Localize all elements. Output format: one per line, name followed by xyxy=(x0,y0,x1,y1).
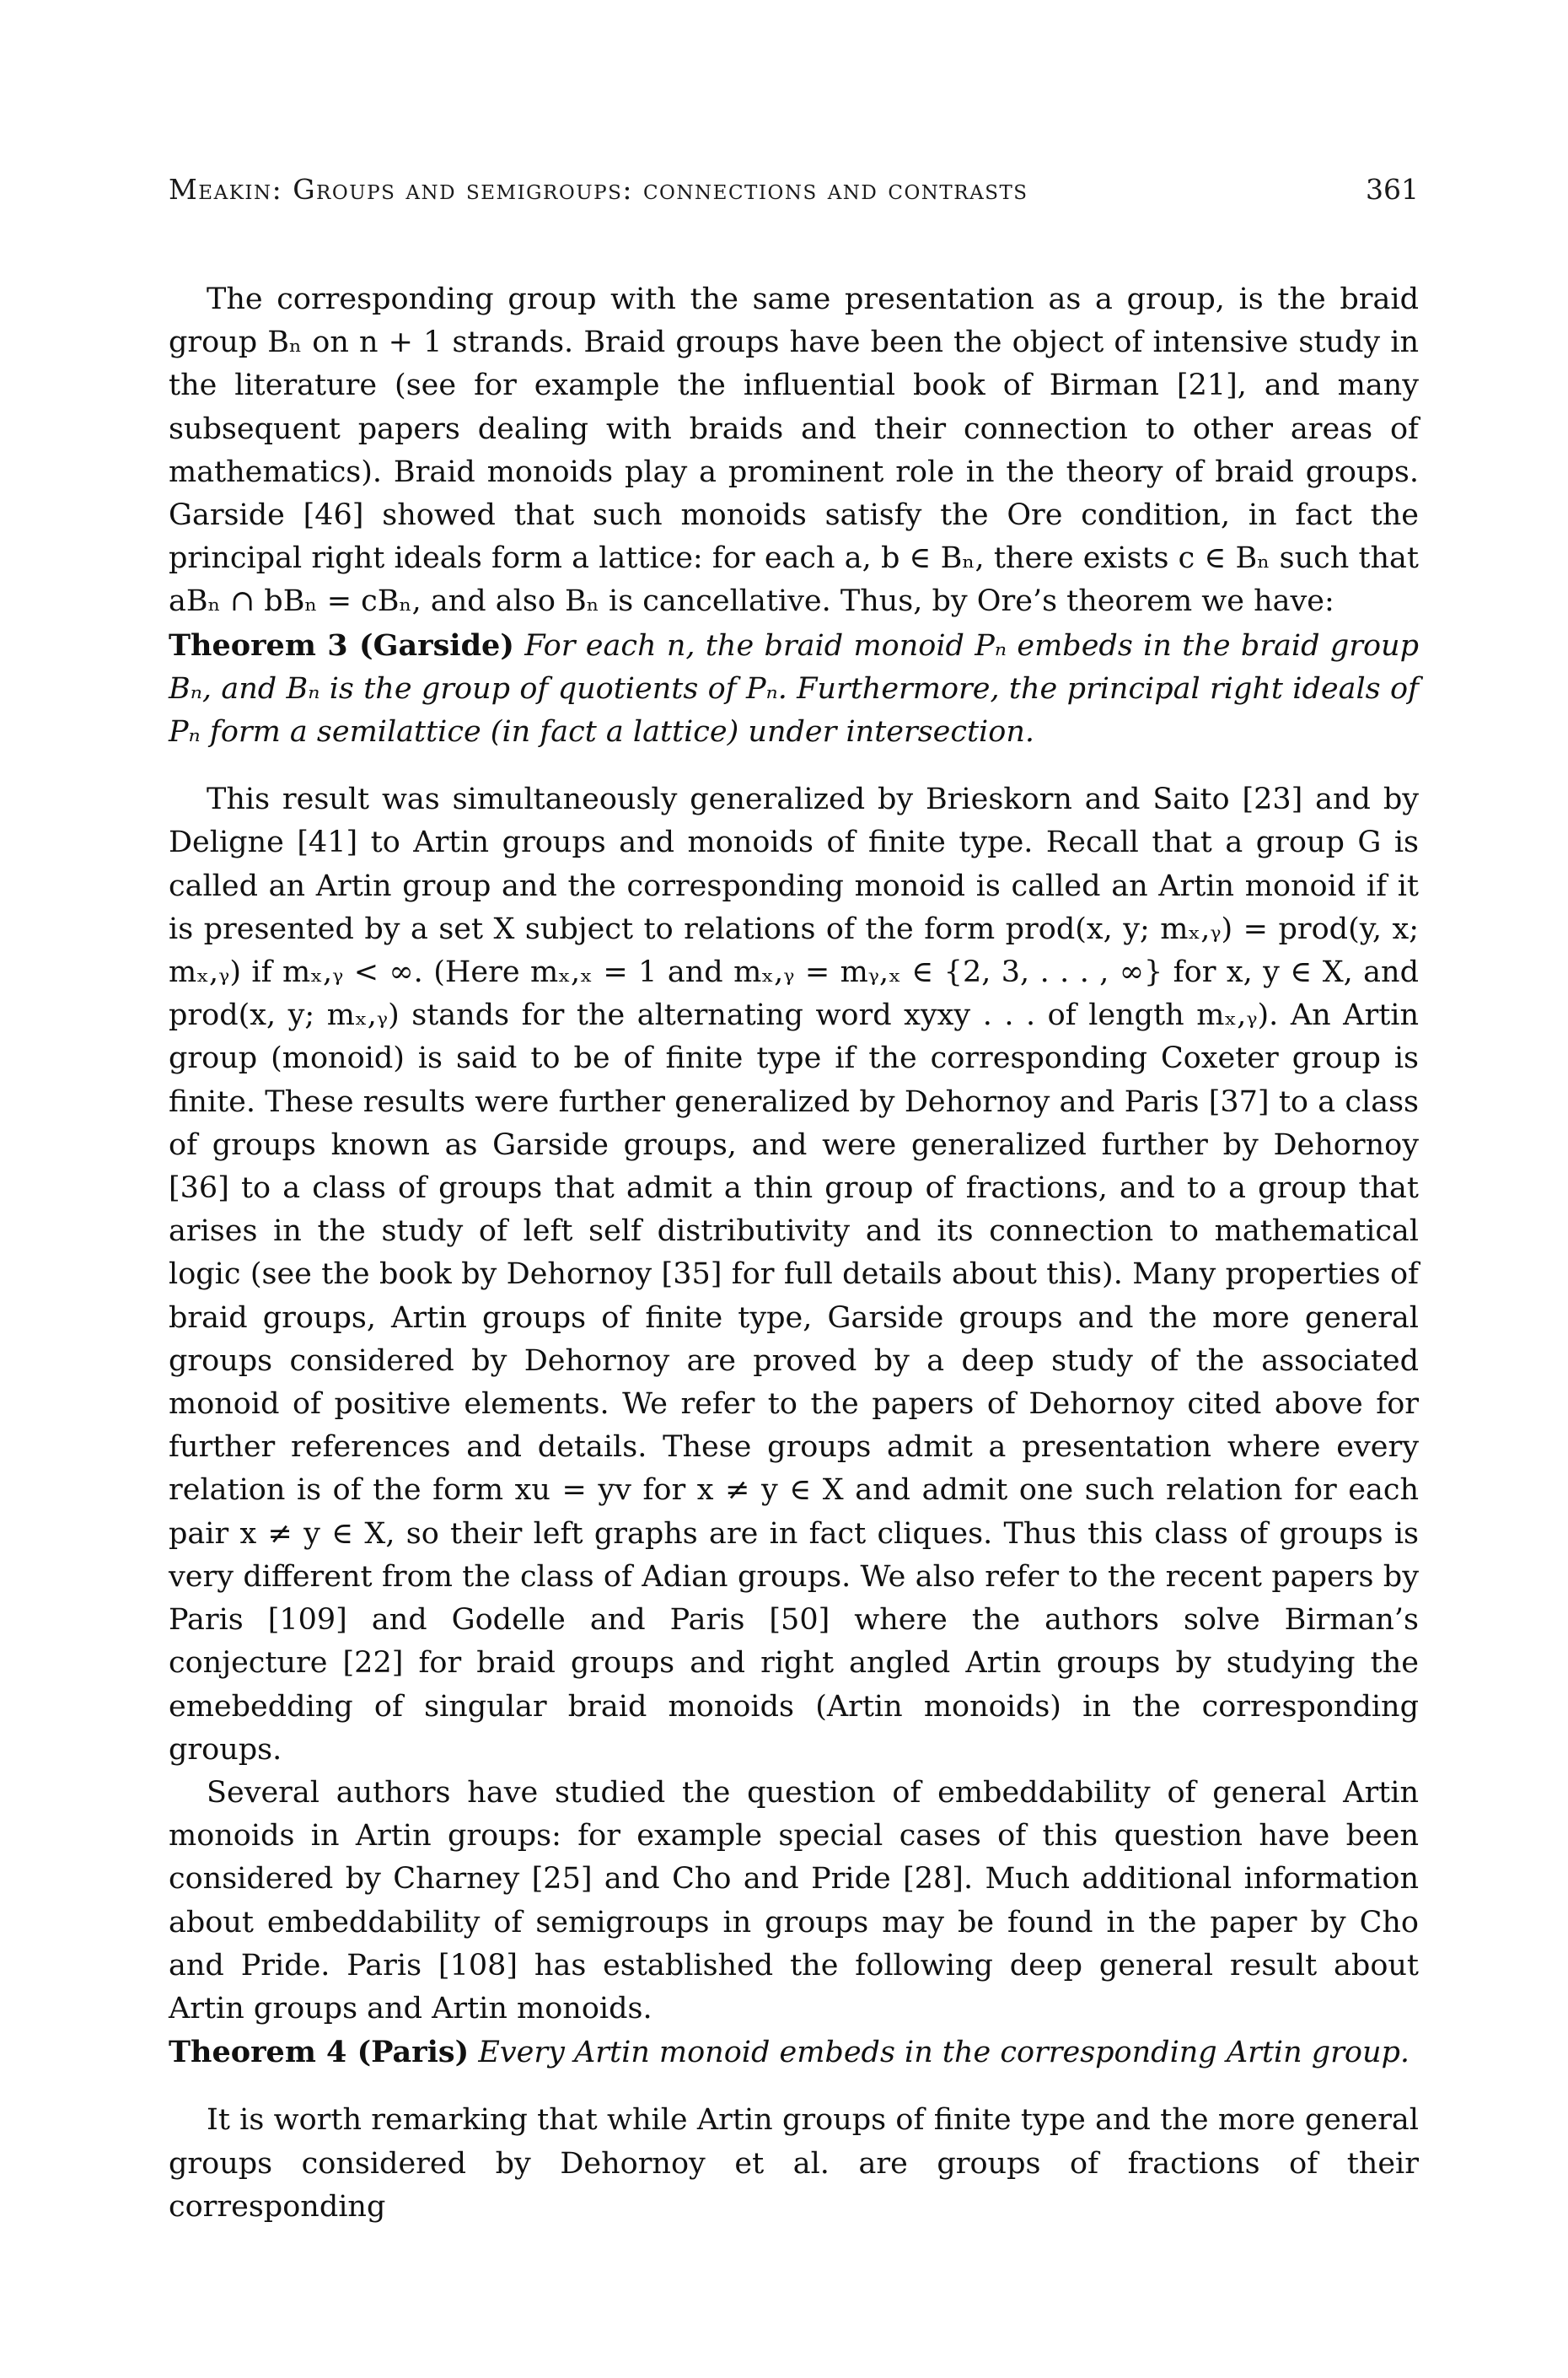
theorem-4-statement: Every Artin monoid embeds in the corresponding Artin group. xyxy=(478,2036,1410,2070)
page-number: 361 xyxy=(1366,173,1419,206)
paragraph-remark: It is worth remarking that while Artin groups of finite type and the more general groups considered by Dehornoy et al. are groups of fractions of their corresponding xyxy=(169,2103,1419,2224)
paragraph-artin-groups: This result was simultaneously generalized by Brieskorn and Saito [23] and by Deligne [41] to Artin groups and monoids of finite type. Recall that a group G is called an Artin group and the corresponding monoid is called an Artin monoid if it is presented by a set X subject to relations of the form prod(x, y; mₓ,ᵧ) = prod(y, x; mₓ,ᵧ) if mₓ,ᵧ < ∞. (Here mₓ,ₓ = 1 and mₓ,ᵧ = mᵧ,ₓ ∈ {2, 3, . . . , ∞} for x, y ∈ X, and prod(x, y; mₓ,ᵧ) stands for the alternating word xyxy . . . of length mₓ,ᵧ). An Artin group (monoid) is said to be of finite type if the corresponding Coxeter group is finite. These results were further generalized by Dehornoy and Paris [37] to a class of groups known as Garside groups, and were generalized further by Dehornoy [36] to a class of groups that admit a thin group of fractions, and to a group that arises in the study of left self distributivity and its connection to mathematical logic (see the book by Dehornoy [35] for full details about this). Many properties of braid groups, Artin groups of finite type, Garside groups and the more general groups considered by Dehornoy are proved by a deep study of the associated monoid of positive elements. We refer to the papers of Dehornoy cited above for further references and details. These groups admit a presentation where every relation is of the form xu = yv for x ≠ y ∈ X and admit one such relation for each pair x ≠ y ∈ X, so their left graphs are in fact cliques. Thus this class of groups is very different from the class of Adian groups. We also refer to the recent papers by Paris [109] and Godelle and Paris [50] where the authors solve Birman’s conjecture [22] for braid groups and right angled Artin groups by studying the emebedding of singular braid monoids (Artin monoids) in the corresponding groups. xyxy=(169,783,1419,1767)
theorem-4-label: Theorem 4 (Paris) xyxy=(169,2035,470,2070)
theorem-3 xyxy=(169,624,1419,755)
theorem-3-label: Theorem 3 (Garside) xyxy=(169,627,514,663)
theorem-4 xyxy=(169,2031,1419,2074)
theorem-3-statement: For each n, the braid monoid Pₙ embeds in the braid group Bₙ, and Bₙ is the group of quotients of Pₙ. Furthermore, the principal right ideals of Pₙ form a semilattice (in fact a lattice) under intersection. xyxy=(169,628,1419,750)
paragraph-braid-groups: The corresponding group with the same presentation as a group, is the braid group Bₙ on n + 1 strands. Braid groups have been the object of intensive study in the literature (see for example the influential book of Birman [21], and many subsequent papers dealing with braids and their connection to other areas of mathematics). Braid monoids play a prominent role in the theory of braid groups. Garside [46] showed that such monoids satisfy the Ore condition, in fact the principal right ideals form a lattice: for each a, b ∈ Bₙ, there exists c ∈ Bₙ such that aBₙ ∩ bBₙ = cBₙ, and also Bₙ is cancellative. Thus, by Ore’s theorem we have: xyxy=(169,282,1419,619)
page-header xyxy=(169,173,1419,215)
page-body xyxy=(169,278,1419,2229)
running-title: Meakin: Groups and semigroups: connections and contrasts xyxy=(169,173,1028,206)
paragraph-embeddability: Several authors have studied the question of embeddability of general Artin monoids in Artin groups: for example special cases of this question have been considered by Charney [25] and Cho and Pride [28]. Much additional information about embeddability of semigroups in groups may be found in the paper by Cho and Pride. Paris [108] has established the following deep general result about Artin groups and Artin monoids. xyxy=(169,1775,1419,2026)
